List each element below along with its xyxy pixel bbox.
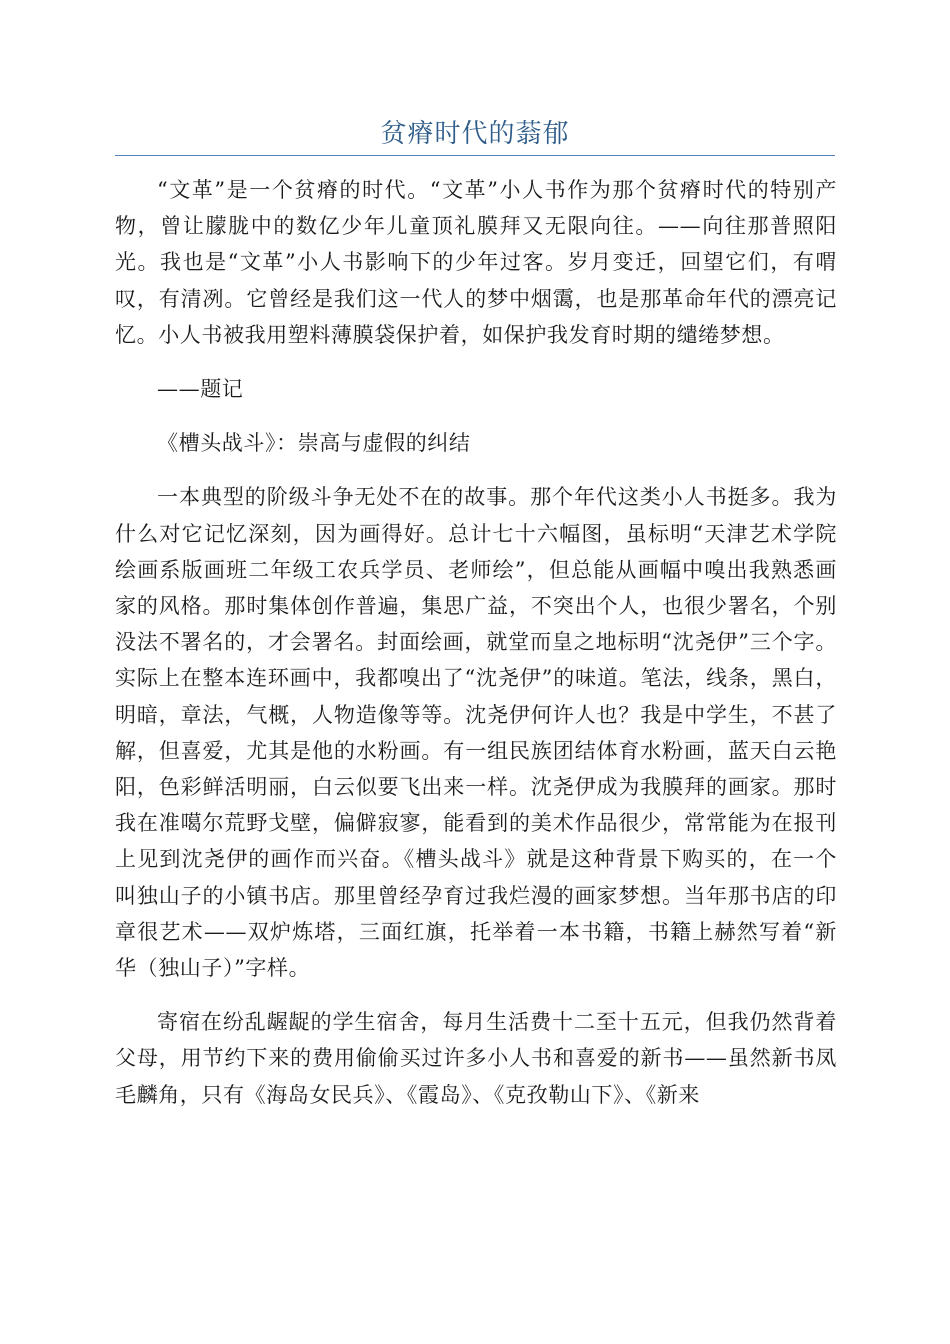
preface-signature: ——题记 bbox=[157, 377, 244, 402]
body-paragraph: 寄宿在纷乱龌龊的学生宿舍，每月生活费十二至十五元，但我仍然背着父母，用节约下来的费用偷偷买过许多小人书和喜爱的新书——虽然新书凤毛麟角，只有《海岛女民兵》、《霞岛》、《克孜勒山下》、《新来 bbox=[115, 1010, 837, 1107]
document-body bbox=[115, 172, 837, 1113]
section-heading: 《槽头战斗》：崇高与虚假的纠结 bbox=[157, 431, 471, 456]
title-underline bbox=[115, 155, 835, 156]
document-title: 贫瘠时代的蓊郁 bbox=[380, 119, 570, 149]
preface-paragraph: “文革”是一个贫瘠的时代。“文革”小人书作为那个贫瘠时代的特别产物，曾让朦胧中的数亿少年儿童顶礼膜拜又无限向往。——向往那普照阳光。我也是“文革”小人书影响下的少年过客。岁月变迁，回望它们，有喟叹，有清冽。它曾经是我们这一代人的梦中烟霭，也是那革命年代的漂亮记忆。小人书被我用塑料薄膜袋保护着，如保护我发育时期的缱绻梦想。 bbox=[115, 178, 837, 347]
body-paragraph: 一本典型的阶级斗争无处不在的故事。那个年代这类小人书挺多。我为什么对它记忆深刻，因为画得好。总计七十六幅图，虽标明“天津艺术学院绘画系版画班二年级工农兵学员、老师绘”，但总能从画幅中嗅出我熟悉画家的风格。那时集体创作普遍，集思广益，不突出个人，也很少署名，个别没法不署名的，才会署名。封面绘画，就堂而皇之地标明“沈尧伊”三个字。实际上在整本连环画中，我都嗅出了“沈尧伊”的味道。笔法，线条，黑白，明暗，章法，气概，人物造像等等。沈尧伊何许人也？我是中学生，不甚了解，但喜爱，尤其是他的水粉画。有一组民族团结体育水粉画，蓝天白云艳阳，色彩鲜活明丽，白云似要飞出来一样。沈尧伊成为我膜拜的画家。那时我在准噶尔荒野戈壁，偏僻寂寥，能看到的美术作品很少，常常能为在报刊上见到沈尧伊的画作而兴奋。《槽头战斗》就是这种背景下购买的，在一个叫独山子的小镇书店。那里曾经孕育过我烂漫的画家梦想。当年那书店的印章很艺术——双炉炼塔，三面红旗，托举着一本书籍，书籍上赫然写着“新华（独山子）”字样。 bbox=[115, 485, 837, 981]
